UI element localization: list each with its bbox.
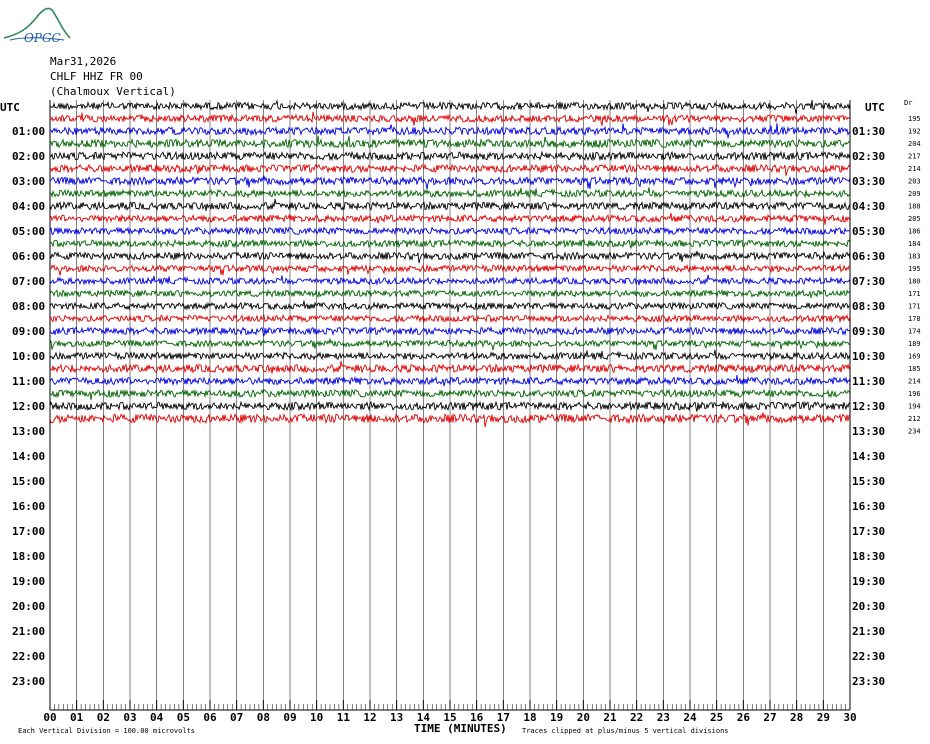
logo-text: OPGC — [24, 31, 61, 44]
trace-rms-value: 203 — [908, 177, 921, 186]
right-time-label: 11:30 — [852, 375, 886, 388]
trace-rms-value: 234 — [908, 427, 921, 436]
x-tick-label: 12 — [363, 711, 377, 724]
trace-rms-value: 178 — [908, 315, 921, 323]
trace-rms-value: 214 — [908, 377, 921, 386]
x-tick-label: 24 — [683, 711, 697, 724]
right-time-label: 22:30 — [852, 650, 886, 663]
trace-rms-value: 195 — [908, 115, 921, 123]
right-time-label: 21:30 — [852, 625, 886, 638]
trace-rms-value: 194 — [908, 402, 921, 411]
footer-clip-note: Traces clipped at plus/minus 5 vertical divisions — [522, 727, 729, 735]
right-time-label: 17:30 — [852, 525, 886, 538]
x-tick-label: 06 — [203, 711, 217, 724]
right-time-label: 18:30 — [852, 550, 886, 563]
left-time-label: 21:00 — [12, 625, 46, 638]
trace-rms-value: 205 — [908, 215, 921, 223]
right-time-label: 20:30 — [852, 600, 886, 613]
trace-rms-value: 174 — [908, 327, 921, 336]
x-tick-label: 04 — [150, 711, 164, 724]
x-tick-label: 08 — [256, 711, 270, 724]
right-time-label: 16:30 — [852, 500, 886, 513]
left-time-label: 02:00 — [12, 150, 46, 163]
left-time-label: 17:00 — [12, 525, 46, 538]
x-tick-label: 30 — [843, 711, 857, 724]
x-tick-label: 19 — [550, 711, 564, 724]
trace-rms-value: 212 — [908, 415, 921, 423]
x-tick-label: 25 — [710, 711, 724, 724]
right-time-label: 14:30 — [852, 450, 886, 463]
right-axis-label: UTC — [865, 101, 885, 114]
left-time-label: 11:00 — [12, 375, 46, 388]
header-location: (Chalmoux Vertical) — [50, 85, 176, 98]
left-time-label: 13:00 — [12, 425, 46, 438]
x-tick-label: 09 — [283, 711, 297, 724]
right-time-label: 19:30 — [852, 575, 886, 588]
left-time-label: 07:00 — [12, 275, 46, 288]
left-time-label: 01:00 — [12, 125, 46, 138]
trace-rms-value: 184 — [908, 240, 921, 248]
left-time-label: 03:00 — [12, 175, 46, 188]
left-time-label: 05:00 — [12, 225, 46, 238]
rms-header: Dr — [904, 99, 913, 107]
x-tick-label: 21 — [603, 711, 617, 724]
trace-rms-value: 217 — [908, 152, 921, 161]
left-time-label: 20:00 — [12, 600, 46, 613]
right-time-label: 02:30 — [852, 150, 886, 163]
left-time-label: 06:00 — [12, 250, 46, 263]
left-time-label: 08:00 — [12, 300, 46, 313]
x-tick-label: 05 — [176, 711, 190, 724]
left-time-label: 19:00 — [12, 575, 46, 588]
right-time-label: 04:30 — [852, 200, 886, 213]
x-tick-label: 17 — [496, 711, 510, 724]
trace-rms-value: 180 — [908, 277, 921, 286]
right-time-label: 07:30 — [852, 275, 886, 288]
right-time-label: 06:30 — [852, 250, 886, 263]
x-tick-label: 03 — [123, 711, 137, 724]
x-tick-label: 10 — [310, 711, 324, 724]
right-time-label: 10:30 — [852, 350, 886, 363]
x-tick-label: 16 — [470, 711, 484, 724]
x-tick-label: 18 — [523, 711, 537, 724]
trace-rms-value: 169 — [908, 352, 921, 361]
left-axis-label: UTC — [0, 101, 20, 114]
left-time-label: 14:00 — [12, 450, 46, 463]
x-tick-label: 00 — [43, 711, 57, 724]
trace-rms-value: 204 — [908, 140, 921, 148]
x-tick-label: 28 — [790, 711, 804, 724]
x-tick-label: 15 — [443, 711, 457, 724]
x-tick-label: 14 — [416, 711, 430, 724]
trace-rms-value: 189 — [908, 340, 921, 348]
right-time-label: 08:30 — [852, 300, 886, 313]
x-tick-label: 23 — [656, 711, 670, 724]
trace-rms-value: 183 — [908, 252, 921, 261]
right-time-label: 03:30 — [852, 175, 886, 188]
right-time-label: 23:30 — [852, 675, 886, 688]
header-date: Mar31,2026 — [50, 55, 117, 68]
x-tick-label: 20 — [576, 711, 590, 724]
trace-rms-value: 186 — [908, 227, 921, 236]
left-time-label: 09:00 — [12, 325, 46, 338]
trace-rms-value: 209 — [908, 190, 921, 198]
footer-scale-note: Each Vertical Division = 100.00 microvolts — [18, 727, 196, 735]
trace-rms-value: 214 — [908, 165, 921, 173]
left-time-label: 23:00 — [12, 675, 46, 688]
trace-rms-value: 188 — [908, 202, 921, 211]
header-station: CHLF HHZ FR 00 — [50, 70, 143, 83]
right-time-label: 09:30 — [852, 325, 886, 338]
left-time-label: 22:00 — [12, 650, 46, 663]
x-tick-label: 22 — [630, 711, 644, 724]
right-time-label: 05:30 — [852, 225, 886, 238]
left-time-label: 10:00 — [12, 350, 46, 363]
x-tick-label: 01 — [70, 711, 84, 724]
right-time-label: 13:30 — [852, 425, 886, 438]
trace-rms-value: 192 — [908, 127, 921, 136]
x-tick-label: 02 — [96, 711, 110, 724]
x-tick-label: 26 — [736, 711, 750, 724]
x-tick-label: 07 — [230, 711, 244, 724]
x-tick-label: 27 — [763, 711, 777, 724]
trace-rms-value: 195 — [908, 265, 921, 273]
left-time-label: 15:00 — [12, 475, 46, 488]
trace-rms-value: 171 — [908, 302, 921, 311]
trace-rms-value: 185 — [908, 365, 921, 373]
x-axis-title: TIME (MINUTES) — [414, 722, 507, 735]
left-time-label: 18:00 — [12, 550, 46, 563]
trace-rms-value: 196 — [908, 390, 921, 398]
trace-rms-value: 171 — [908, 290, 921, 298]
left-time-label: 12:00 — [12, 400, 46, 413]
right-time-label: 01:30 — [852, 125, 886, 138]
right-time-label: 15:30 — [852, 475, 886, 488]
x-tick-label: 13 — [390, 711, 404, 724]
left-time-label: 04:00 — [12, 200, 46, 213]
x-tick-label: 29 — [816, 711, 830, 724]
right-time-label: 12:30 — [852, 400, 886, 413]
left-time-label: 16:00 — [12, 500, 46, 513]
x-tick-label: 11 — [336, 711, 350, 724]
